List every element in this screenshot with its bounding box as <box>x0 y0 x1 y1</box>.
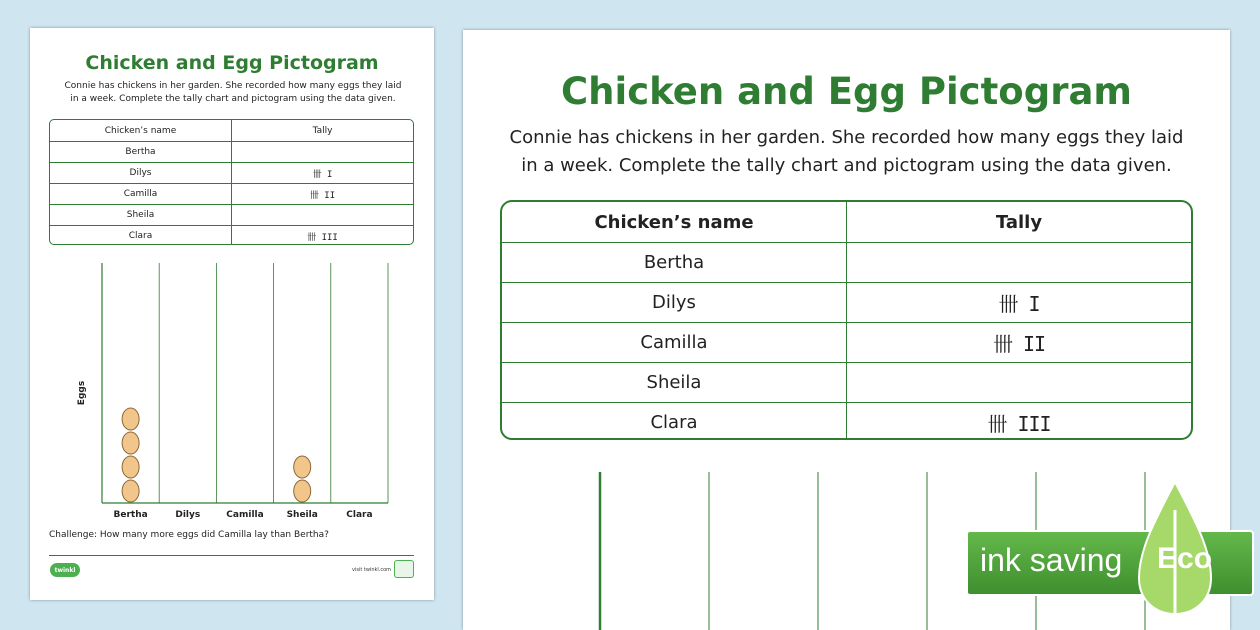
tally-cell[interactable]: 卌 II <box>846 323 1191 362</box>
intro-line-2: in a week. Complete the tally chart and pictogram using the data given. <box>521 155 1172 176</box>
chicken-name: Camilla <box>640 332 708 353</box>
quality-badge-icon <box>394 560 414 578</box>
chicken-name: Camilla <box>123 189 158 199</box>
tick-label-sheila: Sheila <box>286 510 318 520</box>
egg-icon <box>122 408 139 430</box>
challenge-question: Challenge: How many more eggs did Camilla lay than Bertha? <box>49 530 329 540</box>
header-tally: Tally <box>231 120 413 141</box>
chicken-name: Sheila <box>646 372 702 393</box>
header-tally: Tally <box>846 202 1191 242</box>
chicken-name: Bertha <box>125 147 156 157</box>
header-name: Chicken’s name <box>104 125 177 136</box>
ink-saving-label: ink saving <box>980 542 1123 578</box>
footer-divider <box>49 555 414 556</box>
tick-label-clara: Clara <box>346 510 373 520</box>
tick-label-camilla: Camilla <box>226 510 264 520</box>
tally-cell[interactable]: 卌 I <box>231 163 413 183</box>
header-name: Chicken’s name <box>594 211 754 233</box>
tick-label-bertha: Bertha <box>113 510 148 520</box>
tally-cell[interactable]: 卌 I <box>846 283 1191 322</box>
pictogram-chart <box>30 28 434 528</box>
chicken-name: Dilys <box>129 168 152 178</box>
thumbnail-intro-line-1: Connie has chickens in her garden. She recorded how many eggs they laid <box>64 81 402 91</box>
visit-link: visit twinkl.com <box>352 567 392 573</box>
worksheet-thumbnail <box>30 28 434 600</box>
chicken-name: Bertha <box>643 252 705 273</box>
thumbnail-intro-line-2: in a week. Complete the tally chart and pictogram using the data given. <box>70 94 396 104</box>
page-title: Chicken and Egg Pictogram <box>561 70 1132 113</box>
tally-cell[interactable]: 卌 III <box>231 226 413 245</box>
thumbnail-title: Chicken and Egg Pictogram <box>85 52 379 74</box>
twinkl-logo: twinkl <box>50 563 80 577</box>
tick-label-dilys: Dilys <box>175 510 201 520</box>
egg-icon <box>294 480 311 502</box>
egg-icon <box>122 480 139 502</box>
intro-line-1: Connie has chickens in her garden. She recorded how many eggs they laid <box>509 127 1184 148</box>
chicken-name: Clara <box>650 412 698 433</box>
chicken-name: Sheila <box>126 210 155 220</box>
tally-cell[interactable]: 卌 II <box>231 184 413 204</box>
egg-icon <box>122 432 139 454</box>
chicken-name: Dilys <box>652 292 696 313</box>
eco-label: Eco <box>1157 542 1213 575</box>
y-axis-label: Eggs <box>77 380 87 406</box>
tally-cell[interactable]: 卌 III <box>846 403 1191 440</box>
egg-icon <box>294 456 311 478</box>
chicken-name: Clara <box>128 231 153 241</box>
egg-icon <box>122 456 139 478</box>
